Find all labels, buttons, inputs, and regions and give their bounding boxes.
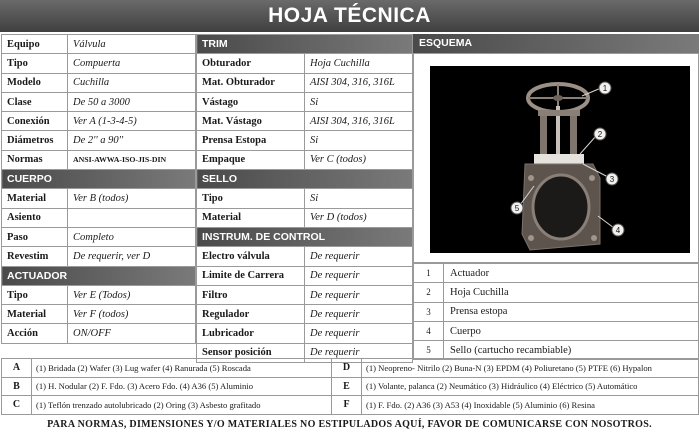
spec-row (2, 150, 196, 169)
section-trim-title: TRIM (197, 35, 413, 54)
legend-key: D (332, 359, 362, 378)
spec-label: Empaque (197, 150, 305, 169)
spec-label: Regulador (197, 305, 305, 324)
spec-row (2, 54, 196, 73)
part-number: 5 (414, 341, 444, 360)
spec-row (197, 54, 413, 73)
spec-value (68, 208, 196, 227)
valve-body-icon (522, 164, 600, 250)
spec-value: AISI 304, 316, 316L (305, 112, 413, 131)
legend-key: F (332, 396, 362, 415)
spec-label: Filtro (197, 285, 305, 304)
section-header (197, 35, 413, 54)
general-specs-table (1, 34, 196, 344)
spec-row (2, 35, 196, 54)
spec-row (197, 324, 413, 343)
part-label: Actuador (444, 264, 699, 283)
spec-label: Modelo (2, 73, 68, 92)
options-legend-table (1, 358, 699, 415)
spec-row (197, 92, 413, 111)
spec-label: Asiento (2, 208, 68, 227)
part-row (414, 264, 699, 283)
part-row (414, 302, 699, 321)
legend-text: (1) Teflón trenzado autolubricado (2) Oring (3) Asbesto grafitado (32, 396, 332, 415)
spec-label: Tipo (197, 189, 305, 208)
spec-value: Si (305, 92, 413, 111)
callout-1 (599, 82, 611, 94)
spec-label: Sensor posición (197, 343, 305, 362)
spec-row (2, 305, 196, 324)
parts-list-table (413, 263, 699, 360)
spec-value: ON/OFF (68, 324, 196, 343)
part-label: Sello (cartucho recambiable) (444, 341, 699, 360)
spec-row (2, 227, 196, 246)
spec-label: Lubricador (197, 324, 305, 343)
spec-value: Si (305, 189, 413, 208)
spec-value: Compuerta (68, 54, 196, 73)
spec-value: Completo (68, 227, 196, 246)
spec-label: Material (197, 208, 305, 227)
spec-label: Vástago (197, 92, 305, 111)
spec-label: Mat. Vástago (197, 112, 305, 131)
spec-label: Material (2, 189, 68, 208)
spec-label: Prensa Estopa (197, 131, 305, 150)
spec-row (197, 189, 413, 208)
legend-text: (1) H. Nodular (2) F. Fdo. (3) Acero Fdo. (4) A36 (5) Aluminio (32, 377, 332, 396)
spec-value: ANSI-AWWA-ISO-JIS-DIN (68, 150, 196, 169)
spec-label: Limite de Carrera (197, 266, 305, 285)
spec-row (197, 266, 413, 285)
section-cuerpo-title: CUERPO (2, 170, 196, 189)
spec-value: Ver A (1-3-4-5) (68, 112, 196, 131)
part-number: 4 (414, 321, 444, 340)
spec-value: De 2'' a 90'' (68, 131, 196, 150)
legend-key: C (2, 396, 32, 415)
part-label: Hoja Cuchilla (444, 283, 699, 302)
spec-label: Acción (2, 324, 68, 343)
spec-label: Electro válvula (197, 247, 305, 266)
section-header (197, 227, 413, 246)
spec-row (197, 208, 413, 227)
section-esquema-title: ESQUEMA (413, 34, 699, 53)
spec-value: Ver F (todos) (68, 305, 196, 324)
part-number: 3 (414, 302, 444, 321)
yoke-icon (538, 106, 580, 161)
valve-illustration (430, 66, 690, 253)
legend-key: E (332, 377, 362, 396)
spec-label: Paso (2, 227, 68, 246)
svg-text:5: 5 (514, 204, 520, 213)
spec-value: Si (305, 131, 413, 150)
spec-row (197, 73, 413, 92)
spec-value: De requerir (305, 285, 413, 304)
spec-row (197, 150, 413, 169)
spec-row (2, 189, 196, 208)
part-number: 2 (414, 283, 444, 302)
spec-label: Conexión (2, 112, 68, 131)
spec-label: Material (2, 305, 68, 324)
spec-value: Ver B (todos) (68, 189, 196, 208)
callout-2 (594, 128, 606, 140)
spec-row (2, 247, 196, 266)
part-row (414, 283, 699, 302)
section-header (2, 266, 196, 285)
legend-row (2, 377, 699, 396)
svg-text:2: 2 (597, 130, 603, 139)
legend-key: B (2, 377, 32, 396)
spec-value: De 50 a 3000 (68, 92, 196, 111)
legend-text: (1) Volante, palanca (2) Neumático (3) Hidráulico (4) Eléctrico (5) Automático (362, 377, 699, 396)
part-number: 1 (414, 264, 444, 283)
spec-value: Hoja Cuchilla (305, 54, 413, 73)
spec-label: Obturador (197, 54, 305, 73)
spec-value: AISI 304, 316, 316L (305, 73, 413, 92)
footer-note: PARA NORMAS, DIMENSIONES Y/O MATERIALES NO ESTIPULADOS AQUÍ, FAVOR DE COMUNICARSE CON NOSOTROS. (47, 419, 652, 430)
section-sello-title: SELLO (197, 170, 413, 189)
spec-value: De requerir (305, 247, 413, 266)
blade-icon (534, 154, 584, 164)
spec-value: Ver C (todos) (305, 150, 413, 169)
section-header (197, 170, 413, 189)
page-title: HOJA TÉCNICA (0, 0, 699, 32)
spec-value: De requerir (305, 305, 413, 324)
spec-value: Ver E (Todos) (68, 285, 196, 304)
callout-5 (511, 202, 523, 214)
spec-row (2, 112, 196, 131)
legend-key: A (2, 359, 32, 378)
spec-value: Cuchilla (68, 73, 196, 92)
spec-label: Diámetros (2, 131, 68, 150)
part-row (414, 321, 699, 340)
svg-text:1: 1 (602, 84, 608, 93)
spec-row (197, 285, 413, 304)
schematic-panel (413, 53, 699, 263)
trim-specs-table (196, 34, 413, 363)
section-header (2, 170, 196, 189)
spec-row (2, 208, 196, 227)
spec-row (2, 324, 196, 343)
spec-value: De requerir, ver D (68, 247, 196, 266)
svg-text:3: 3 (609, 175, 615, 184)
spec-label: Mat. Obturador (197, 73, 305, 92)
spec-label: Normas (2, 150, 68, 169)
legend-row (2, 396, 699, 415)
spec-value: De requerir (305, 266, 413, 285)
spec-row (2, 73, 196, 92)
spec-value: Válvula (68, 35, 196, 54)
legend-text: (1) F. Fdo. (2) A36 (3) A53 (4) Inoxidable (5) Aluminio (6) Resina (362, 396, 699, 415)
spec-label: Revestim (2, 247, 68, 266)
section-actuador-title: ACTUADOR (2, 266, 196, 285)
legend-text: (1) Bridada (2) Wafer (3) Lug wafer (4) Ranurada (5) Roscada (32, 359, 332, 378)
spec-row (2, 92, 196, 111)
spec-row (197, 131, 413, 150)
spec-label: Tipo (2, 54, 68, 73)
spec-value: De requerir (305, 343, 413, 362)
callout-3 (606, 173, 618, 185)
spec-label: Tipo (2, 285, 68, 304)
spec-value: De requerir (305, 324, 413, 343)
spec-row (197, 305, 413, 324)
part-label: Cuerpo (444, 321, 699, 340)
spec-row (197, 112, 413, 131)
spec-label: Clase (2, 92, 68, 111)
legend-text: (1) Neopreno- Nitrilo (2) Buna-N (3) EPDM (4) Poliuretano (5) PTFE (6) Hypalon (362, 359, 699, 378)
spec-row (2, 285, 196, 304)
knife-gate-valve-image (430, 66, 690, 253)
svg-text:4: 4 (615, 226, 621, 235)
legend-row (2, 359, 699, 378)
spec-label: Equipo (2, 35, 68, 54)
section-instrum-title: INSTRUM. DE CONTROL (197, 227, 413, 246)
spec-row (2, 131, 196, 150)
spec-row (197, 247, 413, 266)
part-label: Prensa estopa (444, 302, 699, 321)
callout-4 (612, 224, 624, 236)
spec-value: Ver D (todos) (305, 208, 413, 227)
